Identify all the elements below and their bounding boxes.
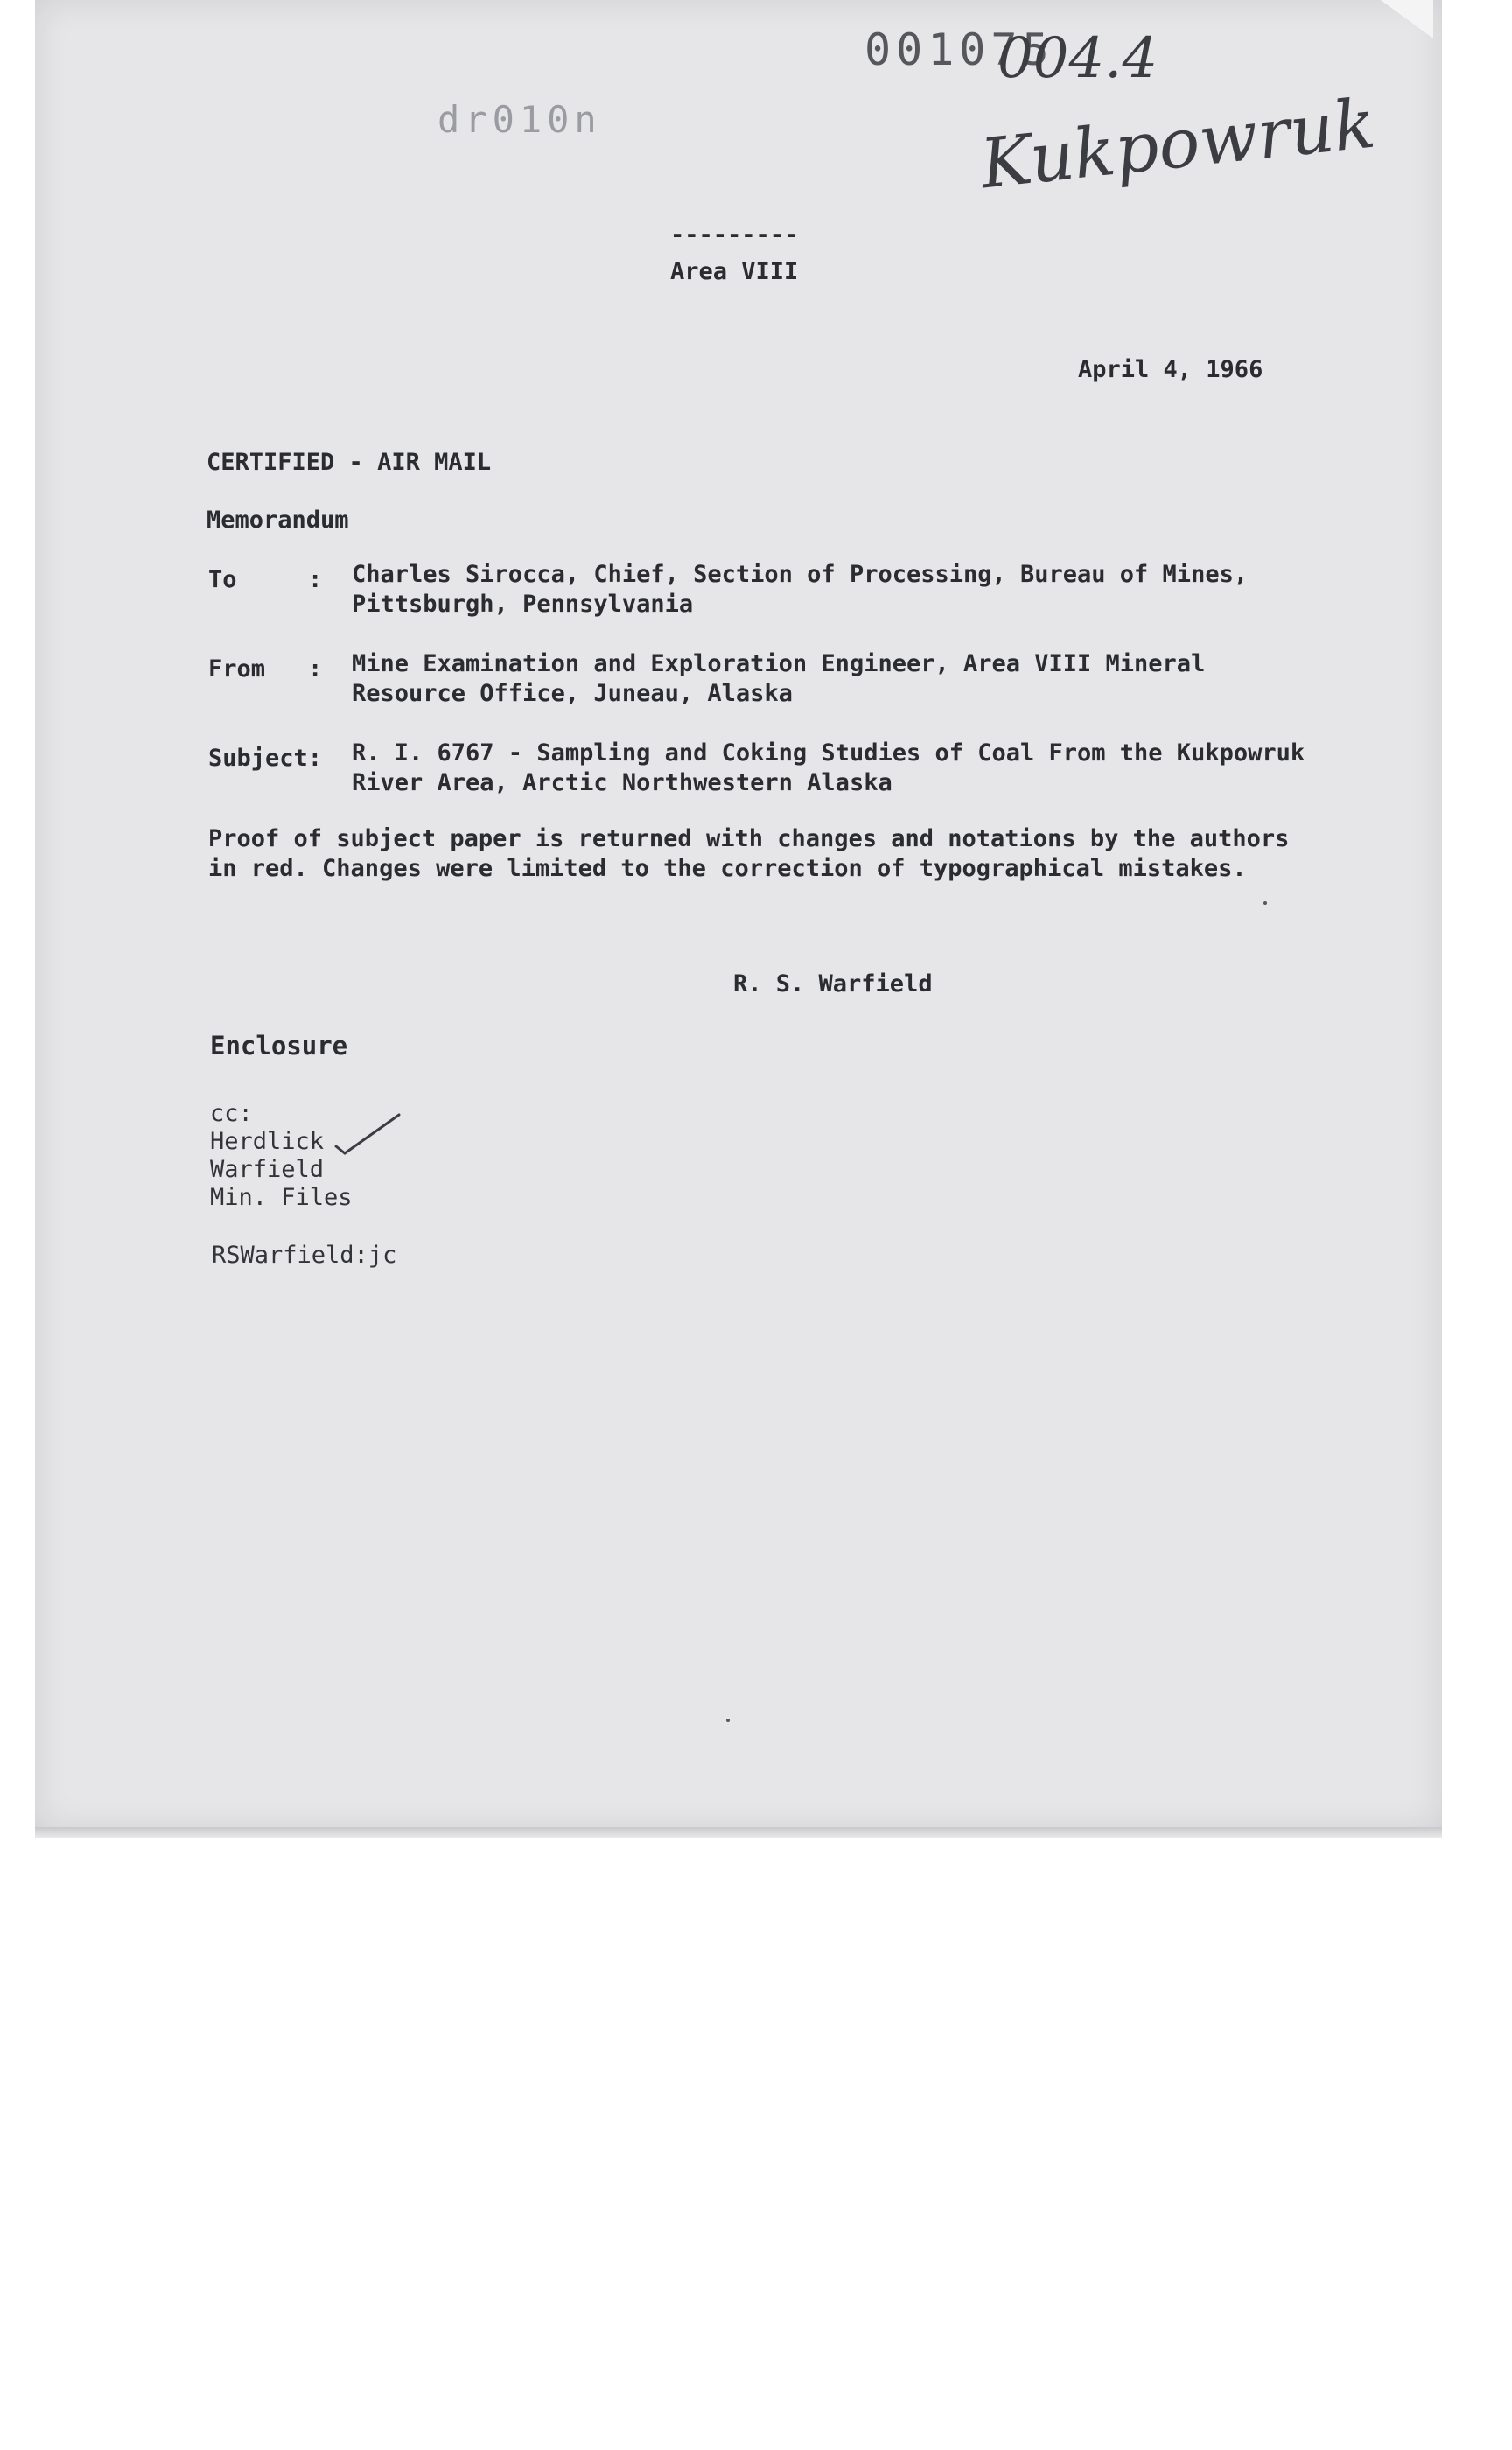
to-colon: : [308,566,323,593]
from-label: From [208,655,266,682]
body-line-2: in red. Changes were limited to the correction of typographical mistakes. [208,855,1247,882]
to-line-1: Charles Sirocca, Chief, Section of Processing, Bureau of Mines, [352,561,1249,588]
paper-speck [1264,901,1267,905]
from-line-1: Mine Examination and Exploration Engineer, Area VIII Mineral [352,650,1206,677]
from-colon: : [308,655,323,682]
handwritten-code: 004.4 [998,26,1158,91]
cc-label: cc: [210,1100,253,1127]
sheet-shadow [35,1827,1442,1838]
subject-label: Subject: [208,745,323,772]
stamp-faded-number: dr010n [438,98,602,141]
subject-line-1: R. I. 6767 - Sampling and Coking Studies of Coal From the Kukpowruk [352,739,1306,766]
to-label: To [208,566,237,593]
from-line-2: Resource Office, Juneau, Alaska [352,680,793,707]
cc-recipient: Min. Files [210,1184,353,1211]
handwritten-place: Kukpowruk [976,84,1379,205]
cc-recipient: Warfield [210,1156,325,1183]
memo-date: April 4, 1966 [1078,356,1264,383]
paper-speck [726,1718,730,1722]
to-line-2: Pittsburgh, Pennsylvania [352,591,694,618]
header-rule: --------- [670,221,799,248]
delivery-method: CERTIFIED - AIR MAIL [206,449,492,476]
cc-recipient: Herdlick [210,1128,325,1155]
signer-name: R. S. Warfield [733,970,933,998]
enclosure-note: Enclosure [210,1031,348,1060]
document-type: Memorandum [206,507,349,534]
body-line-1: Proof of subject paper is returned with changes and notations by the authors [208,825,1290,852]
checkmark-icon [332,1111,402,1155]
subject-line-2: River Area, Arctic Northwestern Alaska [352,769,892,796]
area-heading: Area VIII [670,258,799,285]
typist-initials: RSWarfield:jc [212,1242,397,1269]
stamp-number: 001075 [864,24,1054,75]
